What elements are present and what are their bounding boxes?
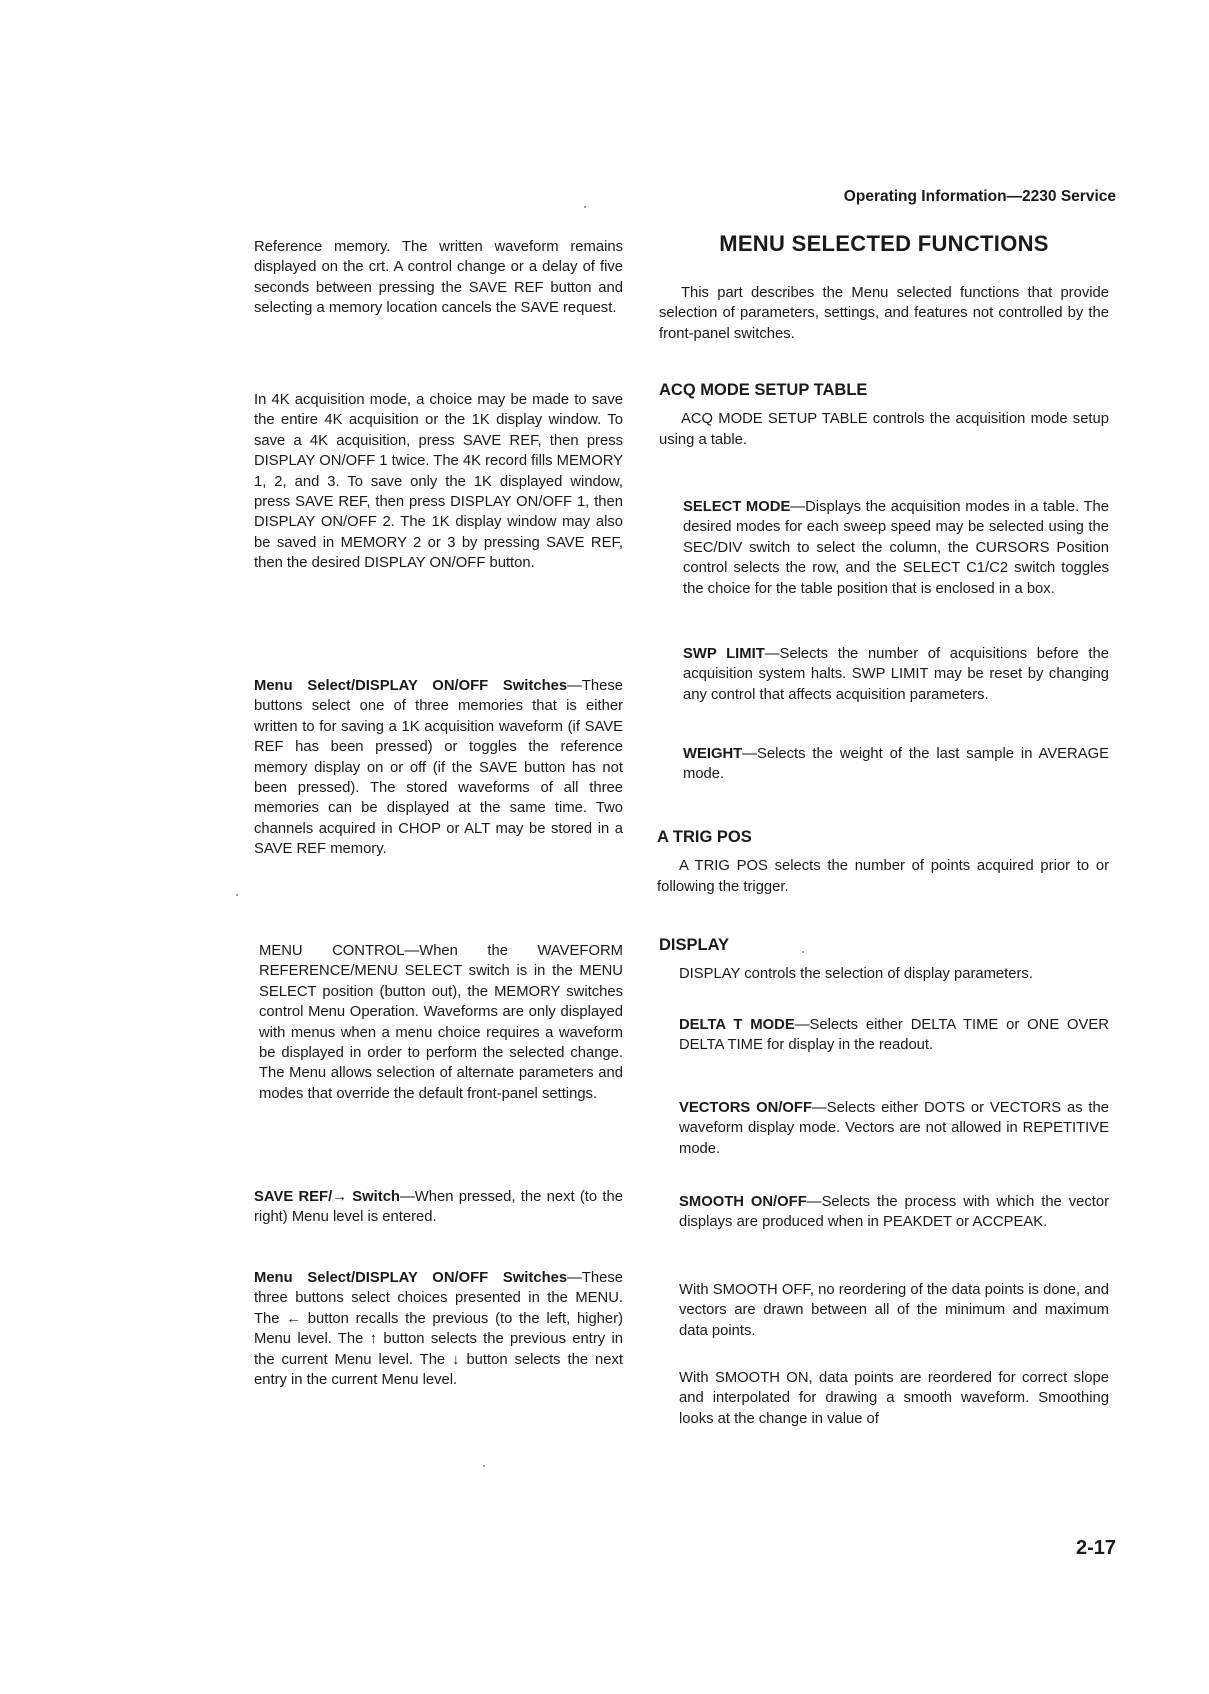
menu-select-choices-term: Menu Select/DISPLAY ON/OFF Switches [254, 1270, 568, 1286]
select-mode-body: —Displays the acquisition modes in a table. The desired modes for each sweep speed may be selected using the SEC/DIV switch to select the column, the CURSORS Position control selects the row, and the SELECT C1/C2 switch toggles the choice for the table position that is enclosed in a box. [683, 499, 1110, 597]
intro-block [659, 283, 1109, 344]
vectors-block [679, 1098, 1109, 1159]
delta-t-block [679, 1015, 1109, 1056]
left-paragraph-6 [254, 1268, 623, 1390]
acq-mode-block [659, 380, 1109, 450]
display-heading: DISPLAY [659, 936, 729, 954]
delta-t-term: DELTA T MODE [679, 1017, 795, 1033]
display-text: DISPLAY controls the selection of display parameters. [679, 966, 1033, 983]
scan-speck [236, 894, 238, 896]
save-ref-switch-body: —When pressed, the next (to the right) Menu level is entered. [254, 1189, 623, 1226]
smooth-body: —Selects the process with which the vector displays are produced when in PEAKDET or ACCPEAK. [679, 1194, 1110, 1231]
smooth-block [679, 1192, 1109, 1233]
intro-text: This part describes the Menu selected functions that provide selection of parameters, settings, and features not controlled by the front-panel switches. [659, 285, 1109, 342]
weight-body: —Selects the weight of the last sample in AVERAGE mode. [683, 746, 1109, 783]
a-trig-pos-text: A TRIG POS selects the number of points acquired prior to or following the trigger. [657, 858, 1109, 895]
menu-select-choices-text [254, 1268, 623, 1390]
acq-mode-text: ACQ MODE SETUP TABLE controls the acquisition mode setup using a table. [659, 411, 1109, 448]
menu-select-choices-body: —These three buttons select choices presented in the MENU. The ← button recalls the previous (to the left, higher) Menu level. The ↑ button selects the previous entry in the current Menu level. The ↓ button selects the next entry in the current Menu level. [254, 1270, 623, 1389]
select-mode-text [683, 497, 1109, 599]
section-title: MENU SELECTED FUNCTIONS [719, 231, 1049, 256]
scan-speck [483, 1465, 485, 1467]
swp-limit-text [683, 644, 1109, 705]
smooth-off-text: With SMOOTH OFF, no reordering of the data points is done, and vectors are drawn between all of the minimum and maximum data points. [679, 1282, 1109, 1339]
left-paragraph-2 [254, 390, 623, 574]
a-trig-pos-block [657, 827, 1109, 897]
page-number: 2-17 [1075, 1537, 1116, 1559]
menu-select-switches-term: Menu Select/DISPLAY ON/OFF Switches [254, 678, 568, 694]
select-mode-term: SELECT MODE [683, 499, 791, 515]
left-paragraph-3 [254, 676, 623, 860]
save-ref-switch-term: SAVE REF/→ Switch [254, 1189, 400, 1205]
menu-select-switches-text [254, 676, 623, 860]
swp-limit-block [683, 644, 1109, 705]
smooth-on-text: With SMOOTH ON, data points are reordered for correct slope and interpolated for drawing a smooth waveform. Smoothing looks at the change in value of [679, 1370, 1109, 1427]
a-trig-pos-heading: A TRIG POS [657, 828, 752, 846]
vectors-text [679, 1098, 1109, 1159]
4k-acquisition-text: In 4K acquisition mode, a choice may be made to save the entire 4K acquisition or the 1K display window. To save a 4K acquisition, press SAVE REF, then press DISPLAY ON/OFF 1 twice. The 4K record fills MEMORY 1, 2, and 3. To save only the 1K displayed window, press SAVE REF, then press DISPLAY ON/OFF 1, then DISPLAY ON/OFF 2. The 1K display window may also be saved in MEMORY 2 or 3 by pressing SAVE REF, then the desired DISPLAY ON/OFF button. [254, 392, 623, 572]
left-paragraph-4 [259, 941, 623, 1104]
scan-speck [802, 951, 804, 953]
smooth-term: SMOOTH ON/OFF [679, 1194, 807, 1210]
vectors-body: —Selects either DOTS or VECTORS as the waveform display mode. Vectors are not allowed in REPETITIVE mode. [679, 1100, 1110, 1157]
weight-text [683, 744, 1109, 785]
smooth-text [679, 1192, 1109, 1233]
section-title-block [659, 231, 1109, 256]
running-header: Operating Information—2230 Service [843, 188, 1116, 205]
acq-mode-heading: ACQ MODE SETUP TABLE [659, 381, 868, 399]
swp-limit-body: —Selects the number of acquisitions before the acquisition system halts. SWP LIMIT may be reset by changing any control that affects acquisition parameters. [683, 646, 1109, 703]
weight-term: WEIGHT [683, 746, 743, 762]
menu-select-switches-body: —These buttons select one of three memories that is either written to for saving a 1K acquisition waveform (if SAVE REF has been pressed) or toggles the reference memory display on or off (if the SAVE button has not been pressed). The stored waveforms of all three memories can be displayed at the same time. Two channels acquired in CHOP or ALT may be stored in a SAVE REF memory. [254, 678, 623, 858]
vectors-term: VECTORS ON/OFF [679, 1100, 812, 1116]
delta-t-body: —Selects either DELTA TIME or ONE OVER DELTA TIME for display in the readout. [679, 1017, 1109, 1054]
scan-speck [584, 206, 586, 208]
left-paragraph-1 [254, 237, 623, 319]
menu-control-text: MENU CONTROL—When the WAVEFORM REFERENCE/MENU SELECT switch is in the MENU SELECT position (button out), the MEMORY switches control Menu Operation. Waveforms are only displayed with menus when a menu choice requires a waveform be displayed in order to perform the selected change. The Menu allows selection of alternate parameters and modes that override the default front-panel settings. [259, 943, 623, 1102]
left-paragraph-5 [254, 1187, 623, 1228]
display-block [659, 935, 1109, 985]
save-ref-switch-text [254, 1187, 623, 1228]
delta-t-text [679, 1015, 1109, 1056]
reference-memory-text: Reference memory. The written waveform remains displayed on the crt. A control change or a delay of five seconds between pressing the SAVE REF button and selecting a memory location cancels the SAVE request. [254, 239, 623, 317]
smooth-off-block [679, 1280, 1109, 1341]
select-mode-block [683, 497, 1109, 599]
swp-limit-term: SWP LIMIT [683, 646, 765, 662]
weight-block [683, 744, 1109, 785]
smooth-on-block [679, 1368, 1109, 1429]
